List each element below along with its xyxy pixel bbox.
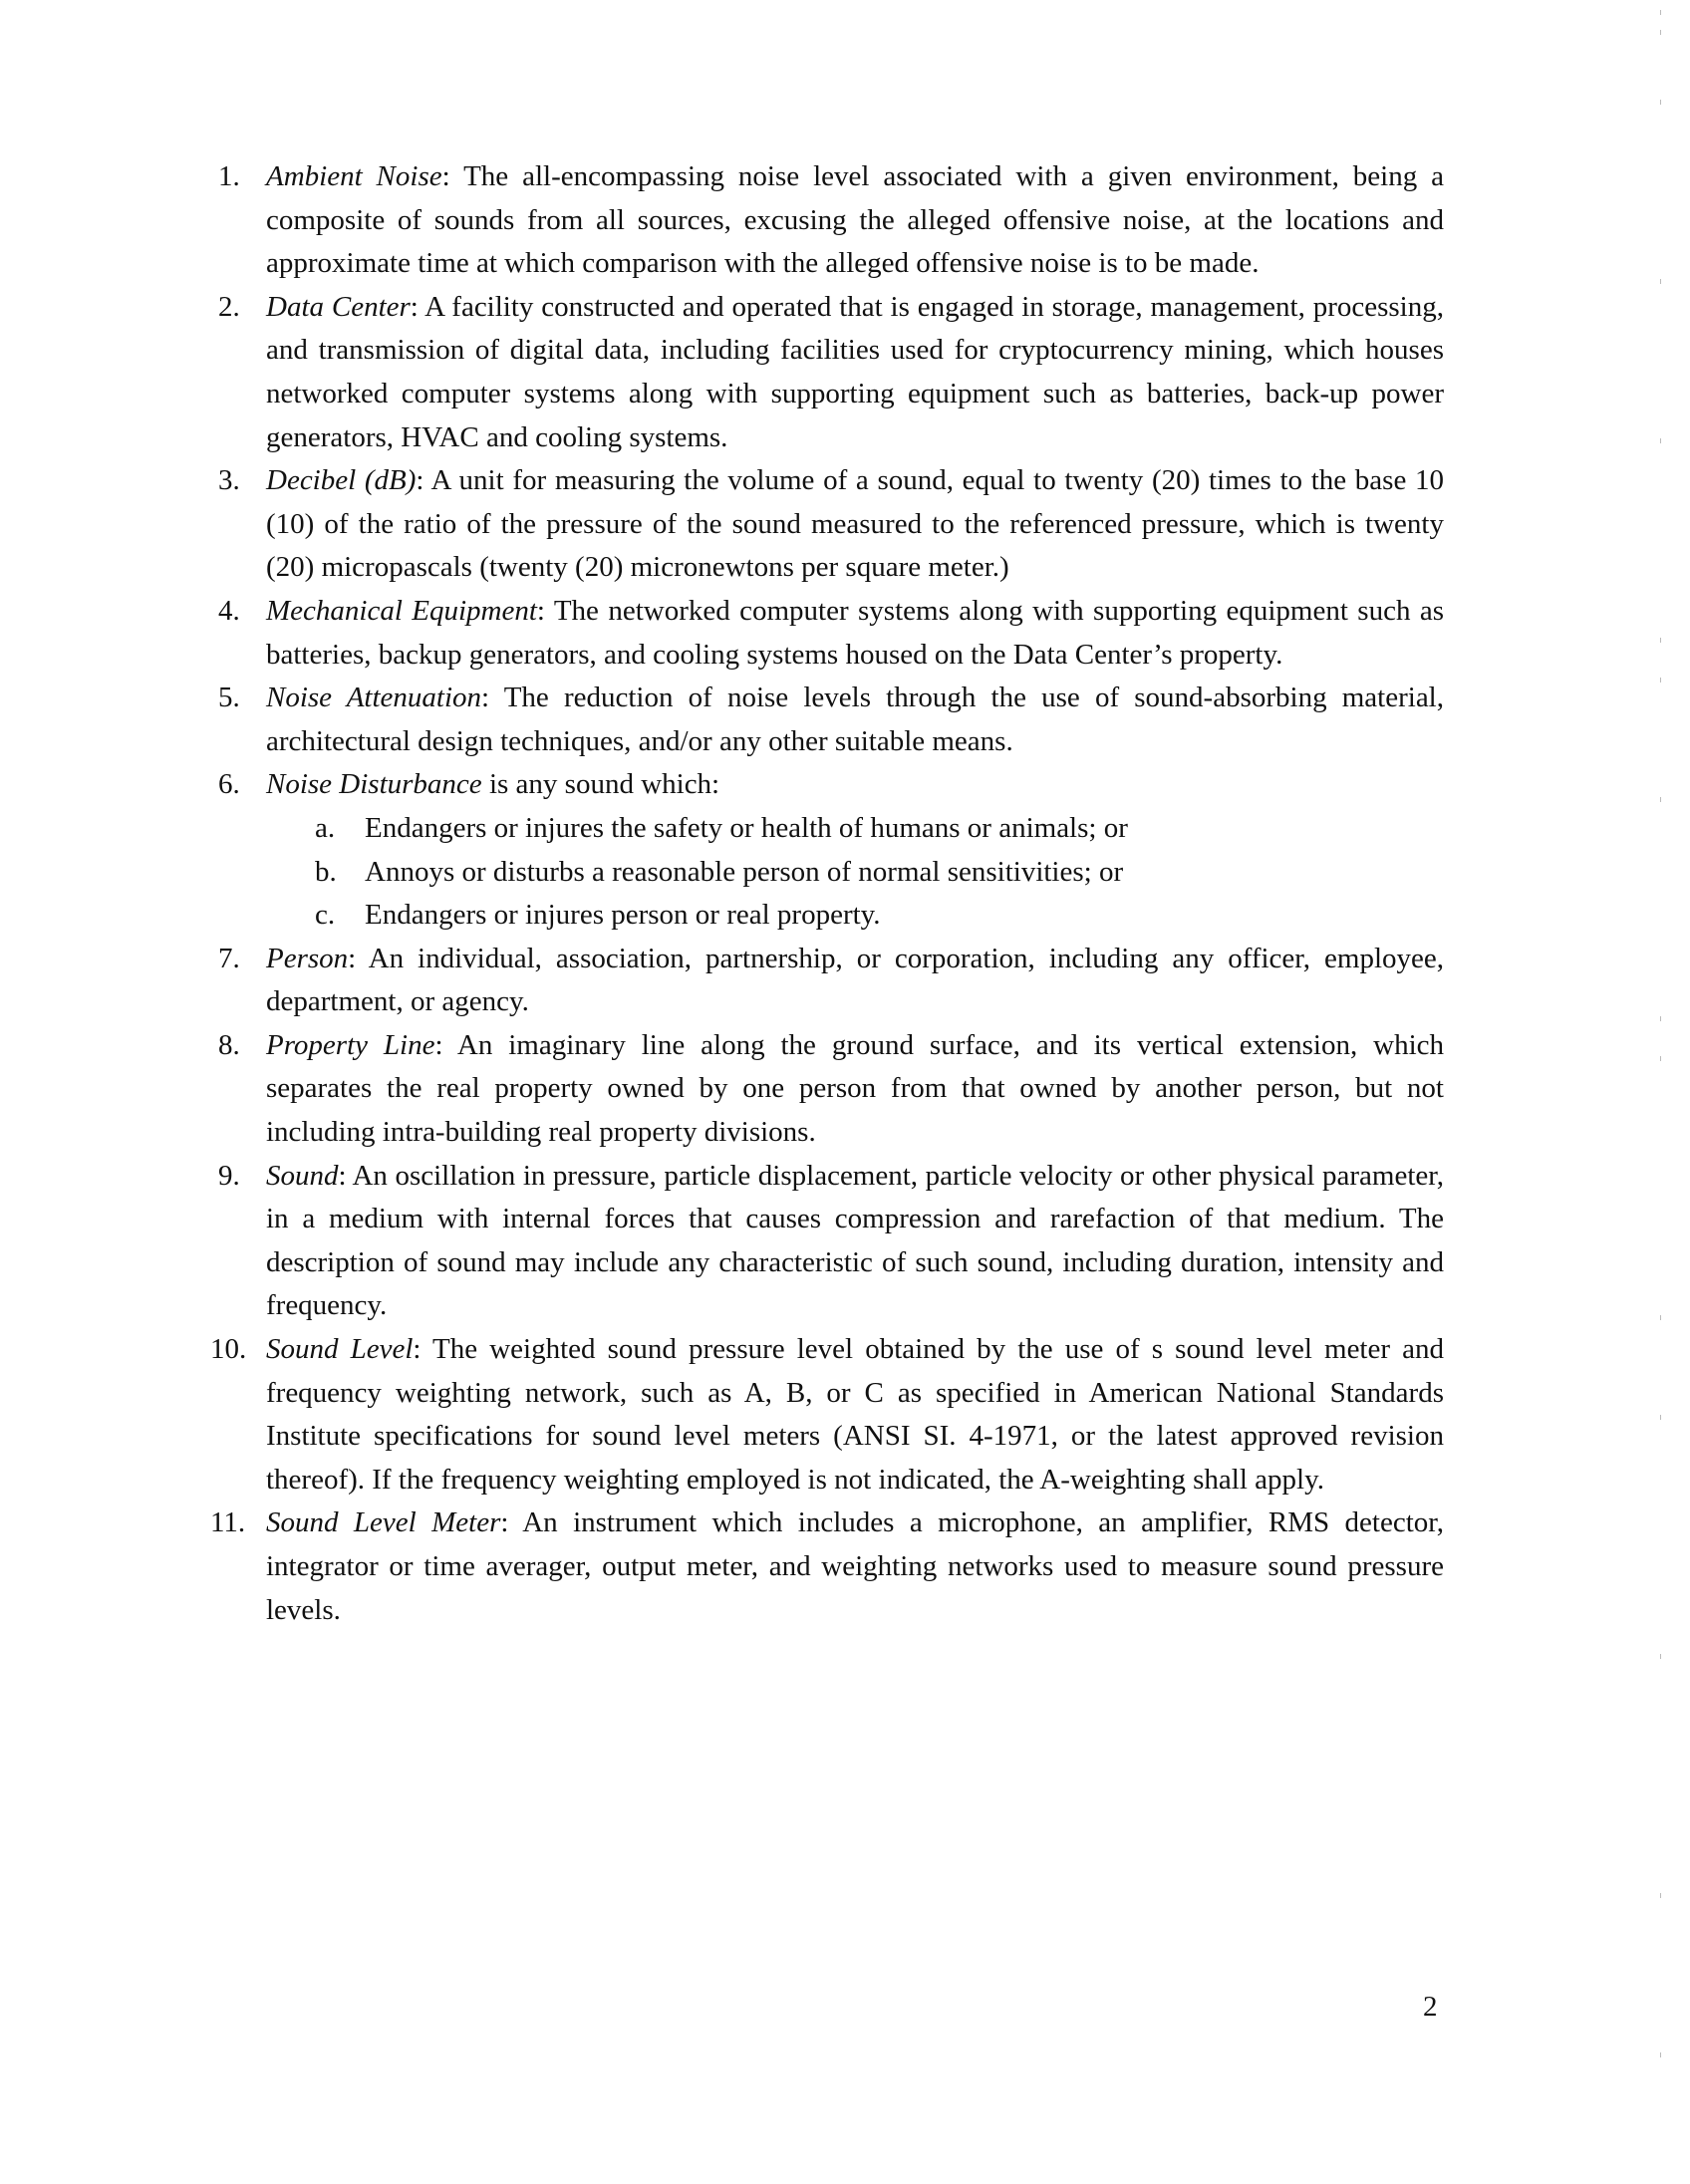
- term: Data Center: [266, 290, 411, 323]
- sub-item-text: Annoys or disturbs a reasonable person of normal sensitivities; or: [365, 855, 1124, 888]
- definition-text: : The all-encompassing noise level associated with a given environment, being a composite of sounds from all sources, excusing the alleged offensive noise, at the locations and approximate time at which comparison with the alleged offensive noise is to be made.: [266, 160, 1444, 280]
- definition-text: : An imaginary line along the ground surface, and its vertical extension, which separates the real property owned by one person from that owned by another person, but not including intra-building real property divisions.: [266, 1028, 1444, 1149]
- definitions-list: [210, 155, 1445, 1632]
- sub-item: [218, 894, 1444, 938]
- term: Property Line: [266, 1028, 435, 1061]
- definition-item: [210, 1328, 1444, 1502]
- definition-text: : A facility constructed and operated that is engaged in storage, management, processing, and transmission of digital data, including facilities used for cryptocurrency mining, which houses networked computer systems along with supporting equipment such as batteries, back-up power generators, HVAC and cooling systems.: [266, 290, 1444, 453]
- item-number: 10.: [210, 1333, 247, 1366]
- definition-item: [218, 1155, 1444, 1328]
- sub-item-text: Endangers or injures the safety or health of humans or animals; or: [365, 811, 1128, 844]
- item-number: 1.: [218, 160, 240, 192]
- definition-text: : An instrument which includes a microphone, an amplifier, RMS detector, integrator or time averager, output meter, and weighting networks used to measure sound pressure levels.: [266, 1506, 1444, 1626]
- definition-text: : A unit for measuring the volume of a sound, equal to twenty (20) times to the base 10 (10) of the ratio of the pressure of the sound measured to the referenced pressure, which is twenty (20) micropascals (twenty (20) micronewtons per square meter.): [266, 464, 1445, 584]
- term: Ambient Noise: [266, 160, 442, 192]
- definition-item: [210, 1502, 1444, 1632]
- sub-item: [218, 807, 1444, 851]
- definition-text: is any sound which:: [481, 768, 720, 801]
- term: Noise Attenuation: [266, 682, 482, 714]
- item-number: 8.: [218, 1028, 240, 1061]
- item-number: 9.: [218, 1159, 240, 1192]
- term: Sound Level: [266, 1333, 414, 1366]
- definition-item: [218, 155, 1444, 286]
- definition-item: [218, 459, 1444, 590]
- sub-item-text: Endangers or injures person or real property.: [365, 899, 881, 932]
- sub-item-letter: a.: [315, 811, 336, 844]
- definition-text: : An individual, association, partnership, or corporation, including any officer, employee, department, or agency.: [266, 942, 1444, 1018]
- definition-text: : An oscillation in pressure, particle displacement, particle velocity or other physical parameter, in a medium with internal forces that causes compression and rarefaction of that medium. The description of sound may include any characteristic of such sound, including duration, intensity and frequency.: [266, 1159, 1444, 1322]
- definition-item: [218, 677, 1444, 763]
- term: Person: [266, 942, 349, 974]
- definition-item: [218, 763, 1444, 807]
- term: Mechanical Equipment: [266, 594, 537, 627]
- scan-margin-marks: [1650, 0, 1690, 2184]
- definition-text: : The networked computer systems along with supporting equipment such as batteries, backup generators, and cooling systems housed on the Data Center’s property.: [266, 594, 1444, 671]
- definition-item: [218, 590, 1444, 677]
- item-number: 11.: [210, 1506, 246, 1539]
- term: Sound: [266, 1159, 339, 1192]
- term: Sound Level Meter: [266, 1506, 501, 1539]
- item-number: 6.: [218, 768, 240, 801]
- term: Noise Disturbance: [266, 768, 482, 801]
- item-number: 3.: [218, 464, 240, 497]
- item-number: 4.: [218, 594, 240, 627]
- page-number: 2: [1423, 1991, 1438, 2023]
- item-number: 7.: [218, 942, 240, 974]
- item-number: 2.: [218, 290, 240, 323]
- definition-item: [218, 1024, 1444, 1155]
- definition-text: : The reduction of noise levels through the use of sound-absorbing material, architectural design techniques, and/or any other suitable means.: [266, 682, 1444, 757]
- sub-item-letter: b.: [315, 855, 337, 888]
- definition-text: : The weighted sound pressure level obtained by the use of s sound level meter and frequency weighting network, such as A, B, or C as specified in American National Standards Institute specifications for sound level meters (ANSI SI. 4-1971, or the latest approved revision thereof). If the frequency weighting employed is not indicated, the A-weighting shall apply.: [266, 1333, 1444, 1496]
- definition-item: [218, 938, 1444, 1024]
- item-number: 5.: [218, 682, 240, 714]
- sub-item-letter: c.: [315, 899, 336, 932]
- sub-item: [218, 851, 1444, 895]
- definition-item: [218, 286, 1444, 459]
- term: Decibel (dB): [266, 464, 417, 497]
